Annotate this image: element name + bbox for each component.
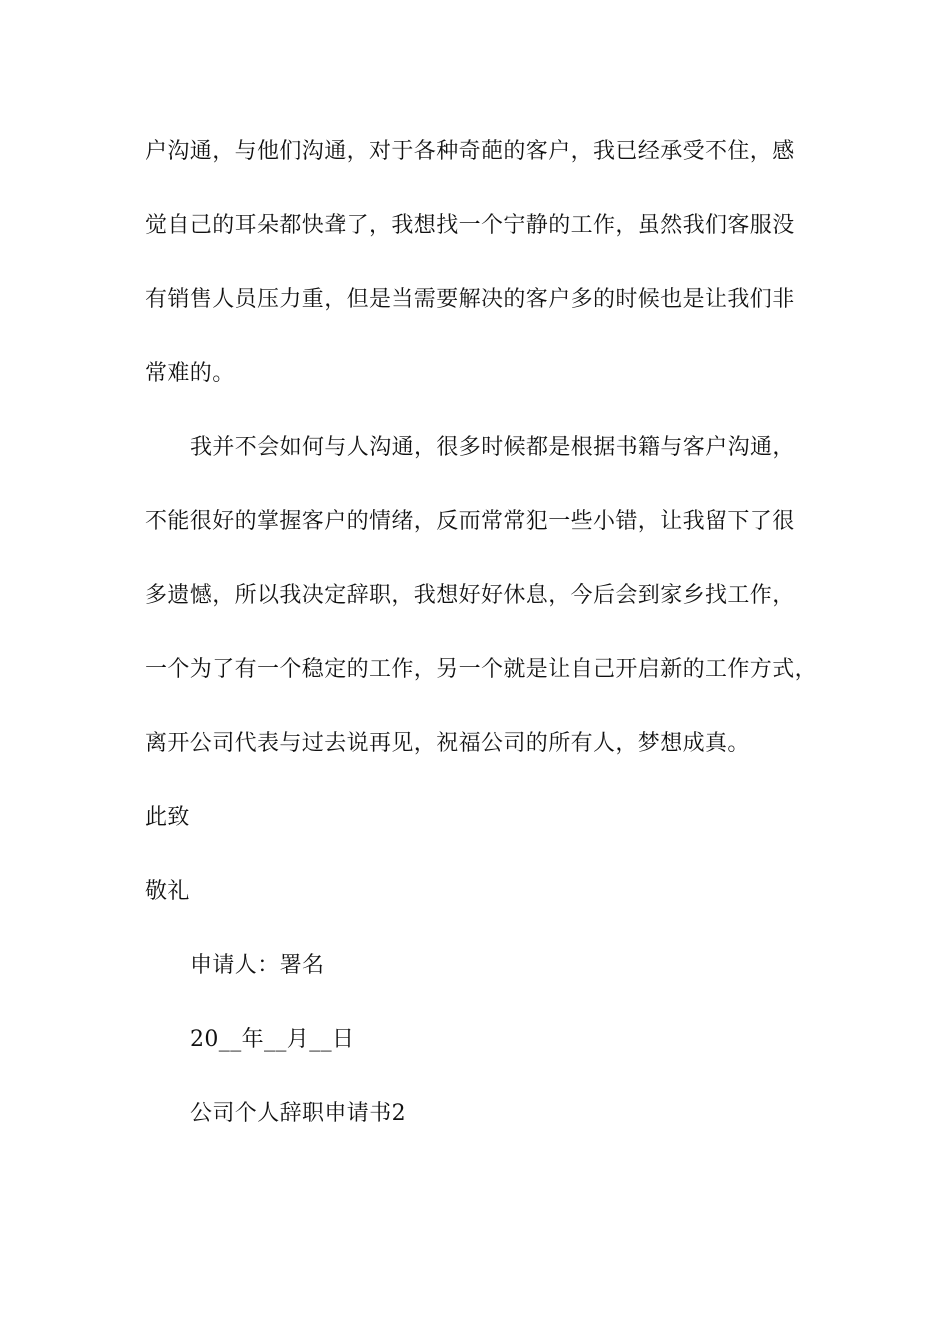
signature-date: 20__年__月__日 — [190, 1027, 355, 1052]
paragraph-1-line-4: 常难的。 — [145, 361, 235, 386]
next-section-title: 公司个人辞职申请书2 — [190, 1101, 406, 1126]
applicant-signature: 申请人：署名 — [190, 953, 325, 978]
paragraph-1-line-2: 觉自己的耳朵都快聋了，我想找一个宁静的工作，虽然我们客服没 — [145, 213, 795, 238]
closing-salutation-1: 此致 — [145, 805, 190, 830]
paragraph-2-line-5: 离开公司代表与过去说再见，祝福公司的所有人，梦想成真。 — [145, 731, 750, 756]
paragraph-2-line-1: 我并不会如何与人沟通，很多时候都是根据书籍与客户沟通， — [190, 435, 795, 460]
closing-salutation-2: 敬礼 — [145, 879, 190, 904]
paragraph-1-line-3: 有销售人员压力重，但是当需要解决的客户多的时候也是让我们非 — [145, 287, 795, 312]
paragraph-2-line-4: 一个为了有一个稳定的工作，另一个就是让自己开启新的工作方式， — [145, 657, 818, 682]
paragraph-1-line-1: 户沟通，与他们沟通，对于各种奇葩的客户，我已经承受不住，感 — [145, 139, 795, 164]
paragraph-2-line-2: 不能很好的掌握客户的情绪，反而常常犯一些小错，让我留下了很 — [145, 509, 795, 534]
paragraph-2-line-3: 多遗憾，所以我决定辞职，我想好好休息，今后会到家乡找工作， — [145, 583, 795, 608]
